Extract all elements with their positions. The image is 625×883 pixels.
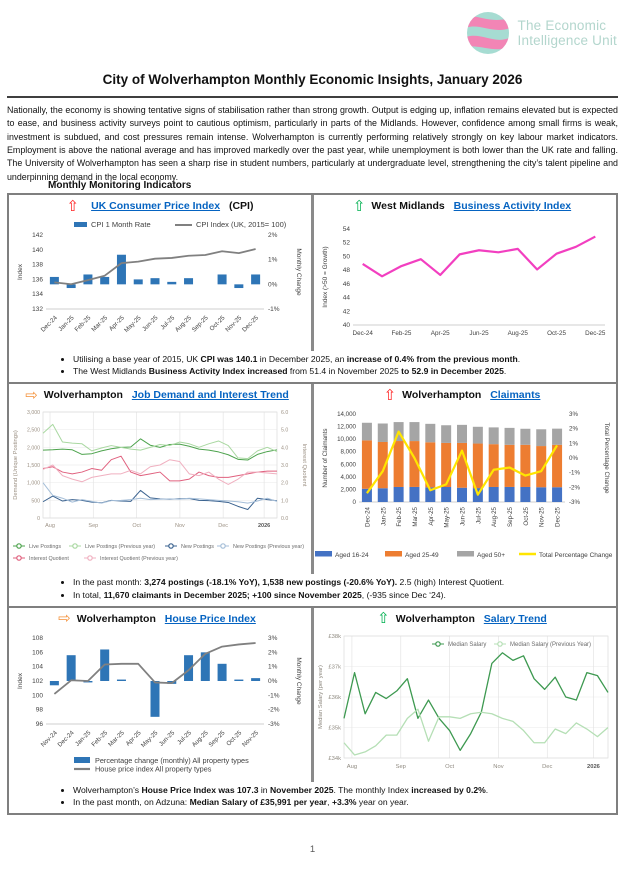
svg-text:100: 100: [32, 692, 43, 700]
chart-title-prefix: Wolverhampton: [43, 389, 126, 402]
svg-text:8,000: 8,000: [340, 449, 356, 457]
svg-text:6.0: 6.0: [281, 410, 289, 417]
svg-text:98: 98: [35, 706, 43, 714]
svg-text:42: 42: [342, 308, 350, 316]
svg-text:6,000: 6,000: [340, 461, 356, 469]
svg-text:-1%: -1%: [268, 306, 280, 313]
svg-text:136: 136: [32, 276, 43, 284]
svg-text:Aug-25: Aug-25: [173, 314, 193, 334]
bullet-list-1: [73, 354, 610, 377]
svg-text:1%: 1%: [268, 256, 278, 264]
svg-text:0: 0: [352, 499, 356, 507]
svg-text:New Postings: New Postings: [181, 544, 214, 551]
intro-paragraph: Nationally, the economy is showing tentative signs of stabilisation rather than strong growth. Output is edging up, inflation remains elevated but is expected to ease, and business activity surveys point to cautious optimism, particularly in parts of the Midlands. However, confidence among small firms is weak, investment is subdued, and cost pressures remain intense. Wolverhampton is currently performing relatively strongly on key labour market indicators. Employment is above the national average and has improved markedly over the past year, while unemployment is both lower than the UK rate and falling. The University of Wolverhampton has seen a sharp rise in student numbers, particularly at undergraduate level, strengthening the city’s talent pipeline and underpinning demand in the local economy.: [7, 96, 618, 184]
svg-text:Aug-25: Aug-25: [491, 507, 499, 528]
svg-text:Dec-24: Dec-24: [364, 507, 372, 528]
bullet-item: • The West Midlands Business Activity Index increased from 51.4 in November 2025 to 52.9 in December 2025.: [73, 366, 610, 377]
svg-text:Dec-24: Dec-24: [39, 314, 59, 334]
svg-text:3%: 3%: [268, 634, 278, 642]
chart-panel-claimants: [314, 384, 616, 574]
svg-text:Nov: Nov: [174, 523, 185, 530]
svg-text:12,000: 12,000: [337, 423, 356, 431]
svg-text:Nov: Nov: [493, 763, 504, 770]
svg-text:-1%: -1%: [268, 692, 280, 700]
svg-text:2%: 2%: [569, 426, 578, 434]
bai-link[interactable]: Business Activity Index: [453, 200, 572, 212]
svg-text:44: 44: [342, 294, 350, 302]
claimants-link[interactable]: Claimants: [490, 389, 541, 402]
svg-text:Interest Quotient: Interest Quotient: [29, 556, 69, 563]
svg-text:Nov-24: Nov-24: [39, 729, 59, 749]
logo-line1: The Economic: [517, 17, 607, 33]
cpi-chart: [12, 217, 308, 351]
chart-title-hpi: [9, 608, 311, 630]
up-arrow-icon: ⇧: [352, 196, 366, 215]
svg-text:1%: 1%: [569, 440, 578, 448]
svg-text:Oct: Oct: [132, 523, 141, 530]
svg-text:Aged 16-24: Aged 16-24: [335, 552, 369, 560]
svg-text:Mar-25: Mar-25: [411, 507, 419, 527]
chart-title-jobs: [9, 384, 311, 406]
right-arrow-icon: ⇨: [25, 385, 38, 404]
svg-text:Median Salary (Previous Year): Median Salary (Previous Year): [510, 641, 592, 648]
house-price-chart: [12, 630, 308, 782]
claimants-chart: [315, 406, 615, 566]
chart-title-salary: [314, 608, 616, 630]
svg-text:Live Postings (Previous year): Live Postings (Previous year): [85, 544, 156, 551]
svg-text:134: 134: [32, 291, 43, 299]
svg-text:Dec: Dec: [542, 763, 553, 770]
svg-text:May-25: May-25: [123, 314, 143, 335]
chart-panel-cpi: [9, 195, 311, 351]
svg-text:Total Percentage Change: Total Percentage Change: [603, 422, 610, 494]
svg-text:40: 40: [342, 322, 350, 329]
svg-text:Jun-25: Jun-25: [459, 507, 467, 527]
svg-text:Jan-25: Jan-25: [74, 729, 93, 748]
chart-title-cpi: [9, 195, 311, 217]
svg-text:50: 50: [342, 253, 350, 261]
svg-text:Feb-25: Feb-25: [391, 330, 412, 337]
svg-text:5.0: 5.0: [281, 428, 289, 435]
chart-title-suffix: (CPI): [226, 200, 254, 212]
bai-chart: [315, 217, 615, 351]
svg-text:Jan-25: Jan-25: [380, 507, 388, 527]
chart-title-prefix: West Midlands: [371, 200, 448, 212]
cpi-link[interactable]: UK Consumer Price Index: [91, 200, 221, 212]
svg-text:New Postings (Previous year): New Postings (Previous year): [233, 544, 305, 551]
svg-text:2026: 2026: [258, 523, 271, 530]
page-number: 1: [309, 844, 316, 855]
svg-text:Interest Quotient: Interest Quotient: [301, 443, 307, 487]
svg-text:Dec-25: Dec-25: [240, 314, 261, 334]
svg-text:Dec-25: Dec-25: [554, 507, 562, 528]
chart-panel-salary: [314, 608, 616, 782]
svg-text:500: 500: [31, 498, 40, 505]
svg-text:96: 96: [35, 720, 43, 728]
up-arrow-icon: ⇧: [383, 385, 397, 404]
svg-text:Jun-25: Jun-25: [469, 330, 489, 337]
svg-text:Apr-25: Apr-25: [124, 729, 143, 748]
svg-text:0%: 0%: [268, 677, 278, 685]
chart-panel-bai: [314, 195, 616, 351]
svg-text:Index (>50 = Growth): Index (>50 = Growth): [322, 246, 329, 308]
bullet-item: • In the past month: 3,274 postings (-18.1% YoY), 1,538 new postings (-20.6% YoY). 2.5 (high) Interest Quotient.: [73, 577, 610, 588]
svg-text:3,000: 3,000: [27, 410, 40, 417]
svg-text:Interest Quotient (Previous ye: Interest Quotient (Previous year): [100, 556, 178, 563]
svg-text:£34k: £34k: [328, 755, 341, 762]
svg-text:Aug-25: Aug-25: [507, 330, 528, 337]
svg-text:Jun-25: Jun-25: [157, 729, 177, 748]
svg-text:Jul-25: Jul-25: [159, 314, 177, 332]
svg-text:Mar-25: Mar-25: [90, 314, 110, 334]
svg-text:4,000: 4,000: [340, 474, 356, 482]
svg-text:Jan-25: Jan-25: [57, 314, 76, 333]
svg-text:1,000: 1,000: [27, 481, 40, 488]
svg-text:52: 52: [342, 239, 350, 247]
svg-text:1,500: 1,500: [27, 463, 40, 470]
svg-text:Sep: Sep: [88, 523, 99, 530]
svg-text:Oct-25: Oct-25: [522, 507, 530, 526]
svg-text:14,000: 14,000: [337, 411, 356, 419]
chart-panel-jobs: [9, 384, 311, 574]
svg-text:Apr-25: Apr-25: [430, 330, 450, 337]
svg-text:3%: 3%: [569, 411, 578, 419]
charts-row-2: [9, 384, 616, 574]
box-hpi-salary: [7, 606, 618, 815]
svg-text:Monthly Change: Monthly Change: [295, 248, 302, 296]
svg-text:4.0: 4.0: [281, 445, 289, 452]
svg-text:Feb-25: Feb-25: [396, 507, 404, 527]
indicator-boxes: [7, 195, 618, 815]
svg-text:Live Postings: Live Postings: [29, 544, 62, 551]
charts-row-1: [9, 195, 616, 351]
svg-text:0: 0: [37, 516, 40, 523]
svg-text:142: 142: [32, 232, 43, 239]
section-heading: Monthly Monitoring Indicators: [48, 180, 192, 191]
svg-text:Dec-24: Dec-24: [352, 330, 373, 337]
svg-text:-2%: -2%: [268, 706, 280, 714]
svg-text:3.0: 3.0: [281, 463, 289, 470]
svg-text:Dec-24: Dec-24: [56, 729, 76, 749]
svg-text:Nov-25: Nov-25: [224, 314, 244, 334]
svg-text:£38k: £38k: [328, 633, 341, 640]
svg-text:106: 106: [32, 649, 43, 657]
company-logo: [465, 10, 617, 56]
svg-text:Percentage change (monthly) Al: Percentage change (monthly) All property types: [95, 755, 249, 765]
svg-text:£36k: £36k: [328, 694, 341, 701]
svg-text:Dec: Dec: [218, 523, 229, 530]
svg-text:Aug-25: Aug-25: [190, 729, 210, 749]
logo-text: [518, 18, 617, 48]
bullet-item: • Wolverhampton’s House Price Index was 107.3 in November 2025. The monthly Index increased by 0.2%.: [73, 785, 610, 796]
svg-text:May-25: May-25: [443, 507, 451, 528]
jobs-link[interactable]: Job Demand and Interest Trend: [131, 389, 289, 402]
svg-text:2%: 2%: [268, 232, 278, 239]
bullet-item: • In total, 11,670 claimants in December 2025; +100 since November 2025, (-935 since Dec ‘24).: [73, 590, 610, 601]
up-arrow-icon: ⇧: [377, 609, 390, 628]
up-arrow-icon: ⇧: [66, 196, 80, 215]
svg-text:Nov-25: Nov-25: [538, 507, 546, 528]
svg-text:Median Salary (per year): Median Salary (per year): [318, 664, 324, 729]
svg-text:2%: 2%: [268, 649, 278, 657]
svg-text:Median Salary: Median Salary: [448, 641, 487, 648]
page-title: City of Wolverhampton Monthly Economic Insights, January 2026: [102, 72, 523, 87]
svg-text:Sep-25: Sep-25: [507, 507, 515, 528]
svg-text:2,000: 2,000: [27, 445, 40, 452]
svg-text:Nov-25: Nov-25: [240, 729, 261, 749]
svg-text:48: 48: [342, 267, 350, 275]
svg-text:Jul-25: Jul-25: [176, 729, 193, 747]
svg-text:10,000: 10,000: [337, 436, 356, 444]
salary-chart: [314, 630, 616, 780]
svg-text:-2%: -2%: [569, 484, 581, 492]
svg-text:House price index All property: House price index All property types: [95, 764, 212, 774]
svg-text:0%: 0%: [569, 455, 578, 463]
svg-text:102: 102: [32, 677, 43, 685]
svg-text:54: 54: [342, 226, 350, 233]
svg-text:Apr-25: Apr-25: [427, 507, 435, 526]
svg-text:Sep-25: Sep-25: [207, 729, 227, 749]
svg-text:CPI Index (UK, 2015= 100): CPI Index (UK, 2015= 100): [196, 220, 287, 229]
box-jobs-claimants: [7, 382, 618, 607]
bullet-item: • Utilising a base year of 2015, UK CPI was 140.1 in December 2025, an increase of 0.4% from the previous month.: [73, 354, 610, 365]
svg-text:2,500: 2,500: [27, 428, 40, 435]
chart-title-prefix: Wolverhampton: [76, 612, 159, 625]
svg-text:Feb-25: Feb-25: [90, 729, 110, 748]
svg-text:Oct-25: Oct-25: [208, 314, 227, 333]
svg-text:0.0: 0.0: [281, 516, 289, 523]
bullet-list-3: [73, 785, 610, 808]
svg-text:Index: Index: [17, 672, 24, 689]
svg-text:Oct-25: Oct-25: [547, 330, 566, 337]
svg-text:132: 132: [32, 306, 43, 313]
svg-text:Aug: Aug: [45, 523, 55, 530]
svg-text:108: 108: [32, 634, 43, 642]
svg-text:1%: 1%: [268, 663, 278, 671]
svg-text:Dec-25: Dec-25: [585, 330, 606, 337]
svg-text:£35k: £35k: [328, 725, 341, 732]
svg-text:Apr-25: Apr-25: [107, 314, 126, 333]
svg-text:Oct-25: Oct-25: [225, 729, 244, 748]
svg-text:£37k: £37k: [328, 664, 341, 671]
svg-text:Sep-25: Sep-25: [190, 314, 210, 334]
svg-text:Mar-25: Mar-25: [107, 729, 126, 748]
svg-text:Monthly Change: Monthly Change: [295, 657, 302, 705]
svg-text:1.0: 1.0: [281, 498, 289, 505]
svg-text:Aged 50+: Aged 50+: [477, 552, 506, 560]
svg-text:May-25: May-25: [139, 729, 160, 749]
chart-panel-hpi: [9, 608, 311, 782]
svg-text:46: 46: [342, 280, 350, 288]
chart-title-prefix: Wolverhampton: [395, 612, 478, 625]
svg-text:104: 104: [32, 663, 43, 671]
svg-text:Total Percentage Change: Total Percentage Change: [539, 552, 613, 560]
svg-text:2026: 2026: [587, 763, 600, 770]
chart-title-bai: [314, 195, 616, 217]
svg-text:Feb-25: Feb-25: [73, 314, 93, 334]
svg-text:2,000: 2,000: [340, 486, 356, 494]
svg-text:-3%: -3%: [268, 720, 280, 728]
svg-text:Demand (Unique Postings): Demand (Unique Postings): [13, 430, 19, 501]
logo-mark-icon: [465, 10, 511, 56]
right-arrow-icon: ⇨: [58, 609, 71, 628]
svg-text:2.0: 2.0: [281, 481, 289, 488]
chart-title-claimants: [314, 384, 616, 406]
chart-title-prefix: Wolverhampton: [402, 389, 485, 402]
svg-text:0%: 0%: [268, 281, 278, 289]
svg-text:Sep: Sep: [395, 763, 406, 770]
svg-text:Aged 25-49: Aged 25-49: [405, 552, 439, 560]
svg-text:Aug: Aug: [346, 763, 358, 770]
bullet-list-2: [73, 577, 610, 600]
job-demand-chart: [9, 406, 311, 574]
svg-text:138: 138: [32, 261, 43, 269]
svg-text:140: 140: [32, 246, 43, 254]
svg-text:Number of Claimants: Number of Claimants: [322, 428, 329, 488]
svg-text:Oct: Oct: [445, 763, 455, 770]
svg-text:Jul-25: Jul-25: [475, 507, 483, 525]
logo-line2: Intelligence Unit: [517, 33, 617, 48]
svg-text:CPI 1 Month Rate: CPI 1 Month Rate: [91, 220, 151, 229]
svg-text:-1%: -1%: [569, 470, 581, 478]
salary-link[interactable]: Salary Trend: [483, 612, 547, 625]
svg-text:Index: Index: [17, 264, 24, 280]
box-cpi-bai: [7, 193, 618, 384]
svg-text:-3%: -3%: [569, 499, 581, 507]
bullet-item: • In the past month, on Adzuna: Median Salary of £35,991 per year, +3.3% year on year.: [73, 797, 610, 808]
hpi-link[interactable]: House Price Index: [164, 612, 256, 625]
svg-text:Jun-25: Jun-25: [141, 314, 160, 333]
charts-row-3: [9, 608, 616, 782]
